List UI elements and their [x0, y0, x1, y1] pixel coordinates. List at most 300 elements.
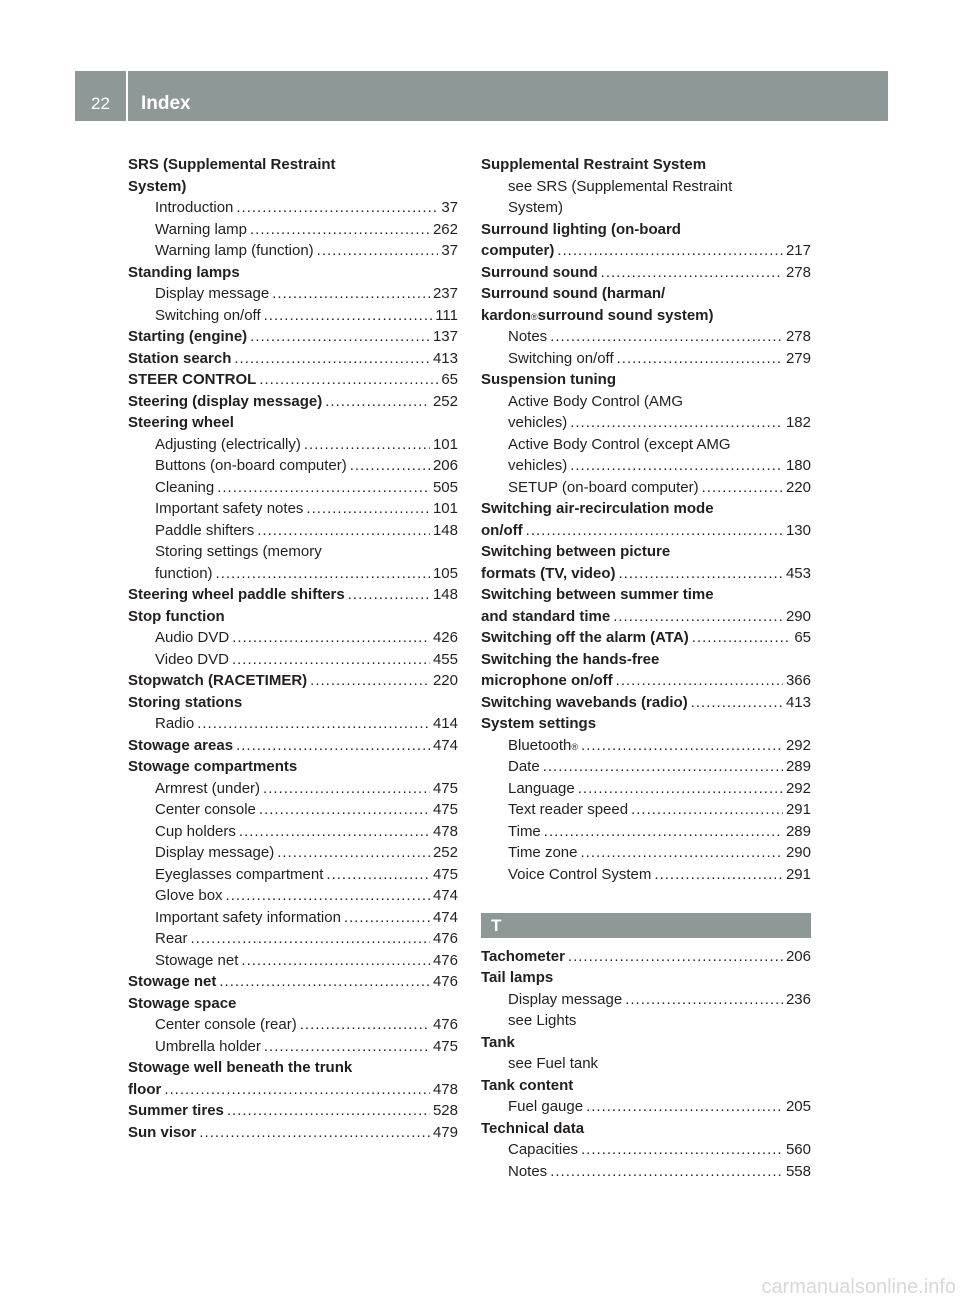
index-entry [128, 971, 458, 993]
dot-leader [586, 1096, 783, 1118]
entry-text: System) [508, 199, 564, 216]
entry-text: formats (TV, video) [481, 564, 616, 582]
index-entry [481, 262, 811, 284]
entry-text: Active Body Control (except AMG [508, 435, 731, 453]
page-reference[interactable]: 148 [432, 521, 458, 539]
page-reference[interactable]: 236 [785, 990, 811, 1008]
dot-leader [277, 842, 430, 864]
page-reference[interactable]: 558 [785, 1162, 811, 1180]
dot-leader [264, 305, 433, 327]
dot-leader [344, 907, 430, 929]
entry-text: Date [508, 758, 540, 775]
dot-leader [250, 219, 430, 241]
entry-text: Stowage areas [128, 736, 234, 754]
dot-leader [191, 928, 430, 950]
page-reference[interactable]: 278 [785, 328, 811, 345]
dot-leader [317, 240, 439, 262]
entry-text: Switching between summer time [481, 586, 714, 603]
entry-text: STEER CONTROL [128, 371, 257, 388]
page-reference[interactable]: 292 [785, 736, 811, 754]
entry-text: Steering wheel [128, 414, 234, 431]
dot-leader [618, 563, 782, 585]
index-column-left [128, 154, 458, 1143]
entry-text: Switching wavebands (radio) [481, 693, 688, 711]
index-subentry: Bluetooth ® ..... 292 [481, 735, 811, 757]
dot-leader [557, 240, 783, 262]
index-entry [128, 154, 458, 176]
entry-text: Switching on/off [155, 306, 261, 324]
entry-text-continued: surround sound system) [537, 306, 714, 324]
dot-leader [570, 455, 783, 477]
dot-leader [544, 821, 783, 843]
index-entry [481, 283, 811, 305]
entry-text: Umbrella holder [155, 1037, 261, 1055]
page-reference[interactable]: 475 [432, 865, 458, 883]
page-reference[interactable]: 101 [432, 500, 458, 517]
dot-leader [217, 477, 430, 499]
page-reference[interactable]: 206 [432, 457, 458, 474]
index-entry [128, 348, 458, 370]
index-subentry [128, 283, 458, 305]
index-subentry [128, 885, 458, 907]
page-reference[interactable]: 413 [432, 349, 458, 367]
entry-text: Radio [155, 715, 195, 732]
index-entry [481, 1032, 811, 1054]
index-subentry [481, 1053, 811, 1075]
page-reference[interactable]: 453 [785, 564, 811, 582]
index-subentry [128, 1014, 458, 1036]
index-subentry [481, 1139, 811, 1161]
index-entry [481, 520, 811, 542]
index-entry [128, 391, 458, 413]
entry-text: Standing lamps [128, 263, 240, 281]
index-subentry [481, 799, 811, 821]
index-subentry [481, 477, 811, 499]
index-subentry [128, 498, 458, 520]
index-subentry [481, 1096, 811, 1118]
dot-leader [219, 971, 430, 993]
index-subentry [128, 305, 458, 327]
index-subentry [481, 756, 811, 778]
dot-leader [581, 735, 783, 757]
page-reference[interactable]: 290 [785, 844, 811, 861]
index-subentry [481, 434, 811, 456]
page-reference[interactable]: 65 [794, 629, 811, 646]
entry-text: Suspension tuning [481, 371, 616, 388]
dot-leader [259, 799, 430, 821]
page-reference[interactable]: 476 [432, 930, 458, 947]
index-entry [481, 240, 811, 262]
index-subentry [128, 240, 458, 262]
entry-text: Cup holders [155, 822, 236, 840]
index-subentry [481, 842, 811, 864]
dot-leader [578, 778, 783, 800]
entry-text: vehicles) [508, 414, 568, 431]
index-entry [128, 670, 458, 692]
index-subentry [128, 197, 458, 219]
page-reference[interactable]: 366 [785, 672, 811, 689]
entry-text: Time zone [508, 844, 578, 861]
entry-text: Important safety notes [155, 500, 304, 517]
dot-leader [325, 391, 430, 413]
index-subentry [481, 989, 811, 1011]
dot-leader [239, 821, 430, 843]
page-reference[interactable]: 180 [785, 457, 811, 474]
dot-leader [702, 477, 783, 499]
index-subentry [128, 563, 458, 585]
index-entry [128, 262, 458, 284]
watermark: carmanualsonline.info [761, 1276, 956, 1298]
index-entry [128, 735, 458, 757]
index-group-t [481, 946, 811, 1183]
index-entry [128, 993, 458, 1015]
page-number: 22 [91, 94, 110, 113]
index-entry [481, 1118, 811, 1140]
page-reference[interactable]: 478 [432, 822, 458, 840]
index-entry [481, 498, 811, 520]
index-subentry [128, 219, 458, 241]
entry-text: Armrest (under) [155, 779, 261, 797]
dot-leader [197, 713, 430, 735]
entry-text: Switching air-recirculation mode [481, 500, 714, 517]
page-reference[interactable]: 479 [432, 1123, 458, 1141]
entry-text: Rear [155, 930, 188, 947]
spacer [481, 885, 811, 907]
dot-leader [164, 1079, 430, 1101]
index-subentry [128, 950, 458, 972]
index-entry [128, 176, 458, 198]
dot-leader [631, 799, 783, 821]
entry-text: Display message [508, 990, 623, 1008]
page-reference[interactable]: 279 [785, 349, 811, 367]
index-entry [481, 692, 811, 714]
dot-leader [616, 670, 783, 692]
dot-leader [692, 627, 792, 649]
entry-text: Stopwatch (RACETIMER) [128, 672, 308, 689]
index-subentry [481, 1010, 811, 1032]
index-subentry [128, 455, 458, 477]
page-reference[interactable]: 252 [432, 392, 458, 410]
index-subentry [481, 391, 811, 413]
entry-text: Voice Control System [508, 865, 652, 883]
index-entry [128, 412, 458, 434]
entry-text: Summer tires [128, 1102, 224, 1119]
entry-text: Video DVD [155, 650, 229, 668]
index-subentry [481, 348, 811, 370]
dot-leader [568, 946, 783, 968]
entry-text: function) [155, 564, 213, 582]
entry-text: Stop function [128, 607, 225, 625]
index-entry [481, 219, 811, 241]
index-subentry [128, 649, 458, 671]
page-reference[interactable]: 101 [432, 435, 458, 453]
entry-text: Introduction [155, 199, 234, 216]
dot-leader [310, 670, 430, 692]
entry-text: Steering wheel paddle shifters [128, 586, 345, 603]
index-subentry [128, 477, 458, 499]
index-entry [128, 756, 458, 778]
dot-leader [348, 584, 430, 606]
page-reference[interactable]: 262 [432, 220, 458, 238]
page-reference[interactable]: 475 [432, 779, 458, 797]
entry-text: computer) [481, 242, 555, 259]
entry-text: and standard time [481, 607, 611, 625]
dot-leader [236, 735, 430, 757]
index-subentry [128, 928, 458, 950]
dot-leader [259, 369, 438, 391]
entry-text: Surround lighting (on-board [481, 220, 681, 238]
dot-leader [304, 434, 430, 456]
index-subentry [481, 778, 811, 800]
page-reference[interactable]: 105 [432, 564, 458, 582]
page-reference[interactable]: 474 [432, 887, 458, 904]
entry-text: Active Body Control (AMG [508, 392, 684, 410]
dot-leader [601, 262, 783, 284]
index-entry [128, 369, 458, 391]
entry-text: Center console [155, 801, 256, 818]
dot-leader [625, 989, 783, 1011]
entry-text: see SRS (Supplemental Restraint [508, 177, 733, 195]
index-entry [128, 1100, 458, 1122]
section-letter-header: T [481, 913, 811, 938]
page-reference[interactable]: 475 [432, 801, 458, 818]
index-entry [481, 713, 811, 735]
dot-leader [581, 1139, 783, 1161]
index-subentry [481, 821, 811, 843]
index-subentry [128, 713, 458, 735]
index-subentry [128, 907, 458, 929]
dot-leader [350, 455, 430, 477]
entry-text: Display message [155, 285, 270, 302]
page-reference[interactable]: 528 [432, 1102, 458, 1119]
dot-leader [526, 520, 783, 542]
dot-leader [570, 412, 783, 434]
entry-text: Tank content [481, 1076, 574, 1094]
page-reference[interactable]: 289 [785, 758, 811, 775]
index-subentry [128, 799, 458, 821]
index-entry [128, 584, 458, 606]
entry-text: Stowage compartments [128, 758, 298, 775]
index-subentry [128, 434, 458, 456]
page-reference[interactable]: 413 [785, 693, 811, 711]
dot-leader [232, 649, 430, 671]
entry-text: Switching on/off [508, 349, 614, 367]
page-reference[interactable]: 252 [432, 844, 458, 861]
page-reference[interactable]: 205 [785, 1098, 811, 1115]
index-subentry [481, 455, 811, 477]
page-reference[interactable]: 291 [785, 865, 811, 883]
page-reference[interactable]: 505 [432, 478, 458, 496]
entry-text: Eyeglasses compartment [155, 865, 324, 883]
header-divider [126, 71, 128, 121]
entry-text: floor [128, 1080, 162, 1098]
dot-leader [326, 864, 430, 886]
entry-text: Starting (engine) [128, 328, 248, 345]
entry-text: Storing settings (memory [155, 543, 322, 560]
entry-text: Warning lamp (function) [155, 242, 314, 259]
index-subentry [481, 864, 811, 886]
index-subentry [481, 1161, 811, 1183]
entry-text: Switching off the alarm (ATA) [481, 629, 689, 646]
entry-text: kardon [481, 306, 532, 324]
page-reference[interactable]: 37 [441, 242, 458, 259]
page-reference[interactable]: 476 [432, 951, 458, 969]
entry-text: microphone on/off [481, 672, 613, 689]
page-reference[interactable]: 137 [432, 328, 458, 345]
page-reference[interactable]: 290 [785, 607, 811, 625]
page-reference[interactable]: 217 [785, 242, 811, 259]
dot-leader [264, 1036, 430, 1058]
index-subentry [128, 821, 458, 843]
page-reference[interactable]: 37 [441, 199, 458, 216]
index-entry [481, 649, 811, 671]
entry-text: Stowage space [128, 994, 237, 1012]
dot-leader [306, 498, 430, 520]
entry-text: Bluetooth [508, 736, 572, 754]
page-reference[interactable]: 148 [432, 586, 458, 603]
entry-text: Supplemental Restraint System [481, 156, 707, 173]
index-entry [481, 369, 811, 391]
dot-leader [257, 520, 430, 542]
entry-text: Paddle shifters [155, 521, 255, 539]
dot-leader [199, 1122, 430, 1144]
page-reference[interactable]: 65 [441, 371, 458, 388]
entry-text: Tail lamps [481, 969, 554, 986]
page-reference[interactable]: 476 [432, 1016, 458, 1033]
index-entry [481, 154, 811, 176]
dot-leader [232, 627, 430, 649]
dot-leader [300, 1014, 430, 1036]
index-subentry [481, 326, 811, 348]
page-reference[interactable]: 237 [432, 285, 458, 302]
index-subentry [481, 176, 811, 198]
page-reference[interactable]: 289 [785, 822, 811, 840]
entry-text: Warning lamp [155, 220, 247, 238]
index-entry [128, 1079, 458, 1101]
page-reference[interactable]: 478 [432, 1080, 458, 1098]
entry-text: SRS (Supplemental Restraint [128, 156, 336, 173]
page-reference[interactable]: 560 [785, 1141, 811, 1158]
entry-text: Display message) [155, 844, 275, 861]
dot-leader [250, 326, 430, 348]
page-reference[interactable]: 292 [785, 779, 811, 797]
index-subentry [128, 778, 458, 800]
dot-leader [216, 563, 430, 585]
index-subentry [481, 412, 811, 434]
entry-text: Tachometer [481, 947, 565, 965]
index-entry [128, 1057, 458, 1079]
entry-text: Surround sound [481, 263, 598, 281]
dot-leader [234, 348, 430, 370]
entry-text: Tank [481, 1033, 515, 1051]
index-entry [481, 563, 811, 585]
page-reference[interactable]: 475 [432, 1037, 458, 1055]
page-reference[interactable]: 206 [785, 947, 811, 965]
index-entry [481, 967, 811, 989]
entry-text: System) [128, 177, 187, 195]
entry-text: Audio DVD [155, 629, 230, 646]
entry-text: Notes [508, 1162, 548, 1180]
entry-text: Switching between picture [481, 543, 671, 560]
entry-text: Switching the hands-free [481, 650, 660, 668]
page-reference[interactable]: 291 [785, 801, 811, 818]
page-reference[interactable]: 455 [432, 650, 458, 668]
entry-text: SETUP (on-board computer) [508, 478, 699, 496]
index-entry [481, 1075, 811, 1097]
entry-text: Buttons (on-board computer) [155, 457, 347, 474]
page-reference[interactable]: 474 [432, 736, 458, 754]
index-entry [481, 584, 811, 606]
page-reference[interactable]: 182 [785, 414, 811, 431]
entry-text: Glove box [155, 887, 223, 904]
entry-text: System settings [481, 715, 597, 732]
index-entry [481, 606, 811, 628]
entry-text: Time [508, 822, 541, 840]
dot-leader [226, 885, 430, 907]
dot-leader [236, 197, 438, 219]
page-reference[interactable]: 474 [432, 908, 458, 926]
entry-text: Stowage well beneath the trunk [128, 1059, 353, 1076]
index-subentry [128, 842, 458, 864]
index-entry [481, 541, 811, 563]
index-entry [128, 1122, 458, 1144]
entry-text: Text reader speed [508, 801, 629, 818]
index-entry [481, 946, 811, 968]
entry-text: Sun visor [128, 1123, 197, 1141]
dot-leader [550, 1161, 783, 1183]
dot-leader [263, 778, 430, 800]
entry-text: on/off [481, 521, 523, 539]
index-entry [128, 692, 458, 714]
entry-text: Center console (rear) [155, 1016, 297, 1033]
dot-leader [227, 1100, 430, 1122]
entry-text: Storing stations [128, 693, 243, 711]
index-group-s [481, 154, 811, 885]
entry-text: Stowage net [128, 973, 217, 990]
entry-text: Notes [508, 328, 548, 345]
page-header [75, 71, 888, 121]
dot-leader [617, 348, 783, 370]
index-subentry [128, 627, 458, 649]
entry-text: see Fuel tank [508, 1055, 599, 1072]
entry-text: Important safety information [155, 908, 341, 926]
entry-text: see Lights [508, 1012, 577, 1029]
dot-leader [654, 864, 783, 886]
page-reference[interactable]: 278 [785, 263, 811, 281]
dot-leader [550, 326, 783, 348]
index-entry [128, 606, 458, 628]
index-entry [481, 670, 811, 692]
entry-text: Fuel gauge [508, 1098, 584, 1115]
page-reference[interactable]: 130 [785, 521, 811, 539]
index-column-right [481, 154, 811, 1182]
section-title: Index [141, 93, 191, 114]
entry-text: Adjusting (electrically) [155, 435, 301, 453]
page-reference[interactable]: 476 [432, 973, 458, 990]
entry-text: Cleaning [155, 478, 215, 496]
page-reference[interactable]: 220 [432, 672, 458, 689]
page-reference[interactable]: 220 [785, 478, 811, 496]
index-subentry [128, 864, 458, 886]
page-reference[interactable]: 414 [432, 715, 458, 732]
dot-leader [580, 842, 782, 864]
index-subentry [128, 1036, 458, 1058]
index-subentry [128, 520, 458, 542]
page-reference[interactable]: 111 [435, 306, 458, 324]
page-reference[interactable]: 426 [432, 629, 458, 646]
entry-text: Station search [128, 349, 232, 367]
entry-text: Language [508, 779, 575, 797]
